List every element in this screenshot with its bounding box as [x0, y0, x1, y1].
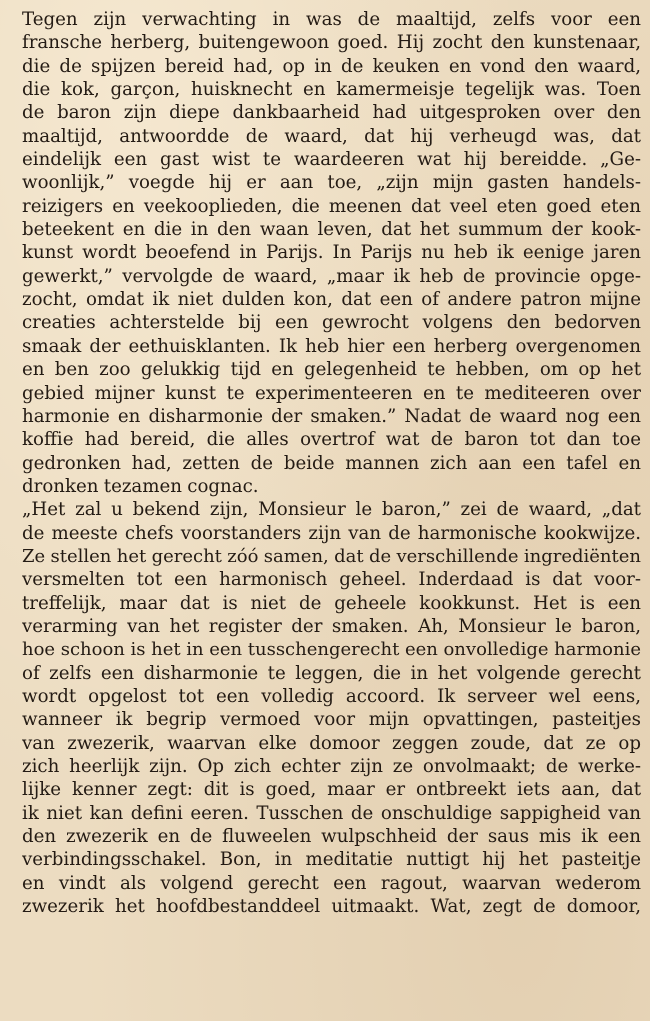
text-line: de meeste chefs voorstanders zijn van de harmonische kookwijze. [22, 522, 641, 544]
text-line: beteekent en die in den waan leven, dat het summum der kook- [22, 219, 641, 241]
text-line: kunst wordt beoefend in Parijs. In Parijs nu heb ik eenige jaren [22, 242, 641, 264]
text-line: lijke kenner zegt: dit is goed, maar er ontbreekt iets aan, dat [22, 779, 641, 801]
text-line: gebied mijner kunst te experimenteeren en te mediteeren over [22, 382, 641, 404]
text-line: of zelfs een disharmonie te leggen, die in het volgende gerecht [22, 662, 641, 684]
text-line: wordt opgelost tot een volledig accoord. Ik serveer wel eens, [22, 685, 641, 707]
text-line: en ben zoo gelukkig tijd en gelegenheid te hebben, om op het [22, 359, 641, 381]
text-line: harmonie en disharmonie der smaken.” Nadat de waard nog een [22, 405, 641, 427]
text-line: Ze stellen het gerecht zóó samen, dat de verschillende ingrediënten [22, 545, 641, 567]
text-line: maaltijd, antwoordde de waard, dat hij verheugd was, dat [22, 125, 641, 147]
paragraph-end-line: dronken tezamen cognac. [22, 475, 259, 497]
text-line: „Het zal u bekend zijn, Monsieur le baron,” zei de waard, „dat [22, 499, 641, 521]
text-line: en vindt als volgend gerecht een ragout, waarvan wederom [22, 872, 641, 894]
text-line: fransche herberg, buitengewoon goed. Hij zocht den kunstenaar, [22, 32, 641, 54]
text-line: zwezerik het hoofdbestanddeel uitmaakt. Wat, zegt de domoor, [22, 896, 641, 918]
text-line: koffie had bereid, die alles overtrof wat de baron tot dan toe [22, 429, 641, 451]
text-line: van zwezerik, waarvan elke domoor zeggen zoude, dat ze op [22, 732, 641, 754]
text-line: creaties achterstelde bij een gewrocht volgens den bedorven [22, 312, 641, 334]
text-line: gewerkt,” vervolgde de waard, „maar ik heb de provincie opge- [22, 265, 641, 287]
text-line: verarming van het register der smaken. Ah, Monsieur le baron, [22, 615, 641, 637]
text-line: treffelijk, maar dat is niet de geheele kookkunst. Het is een [22, 592, 641, 614]
text-line: zocht, omdat ik niet dulden kon, dat een of andere patron mijne [22, 289, 641, 311]
text-line: versmelten tot een harmonisch geheel. Inderdaad is dat voor- [22, 569, 641, 591]
text-line: wanneer ik begrip vermoed voor mijn opvattingen, pasteitjes [22, 709, 641, 731]
text-line: verbindingsschakel. Bon, in meditatie nuttigt hij het pasteitje [22, 849, 641, 871]
text-line: zich heerlijk zijn. Op zich echter zijn ze onvolmaakt; de werke- [22, 756, 641, 777]
text-line: smaak der eethuisklanten. Ik heb hier een herberg overgenomen [22, 335, 641, 357]
text-line: die kok, garçon, huisknecht en kamermeisje tegelijk was. Toen [22, 79, 641, 101]
text-line: eindelijk een gast wist te waardeeren wat hij bereidde. „Ge- [22, 149, 641, 171]
text-line: hoe schoon is het in een tusschengerecht een onvolledige harmonie [22, 639, 641, 661]
text-line: gedronken had, zetten de beide mannen zich aan een tafel en [22, 452, 641, 474]
text-line: reizigers en veekooplieden, die meenen dat veel eten goed eten [22, 195, 641, 217]
text-line: ik niet kan defini eeren. Tusschen de onschuldige sappigheid van [22, 802, 641, 824]
text-line: den zwezerik en de fluweelen wulpschheid der saus mis ik een [22, 826, 641, 848]
text-line: die de spijzen bereid had, op in de keuken en vond den waard, [22, 55, 641, 77]
text-line: de baron zijn diepe dankbaarheid had uitgesproken over den [22, 102, 641, 124]
text-line: Tegen zijn verwachting in was de maaltijd, zelfs voor een [22, 9, 641, 30]
text-line: woonlijk,” voegde hij er aan toe, „zijn mijn gasten handels- [22, 172, 641, 194]
